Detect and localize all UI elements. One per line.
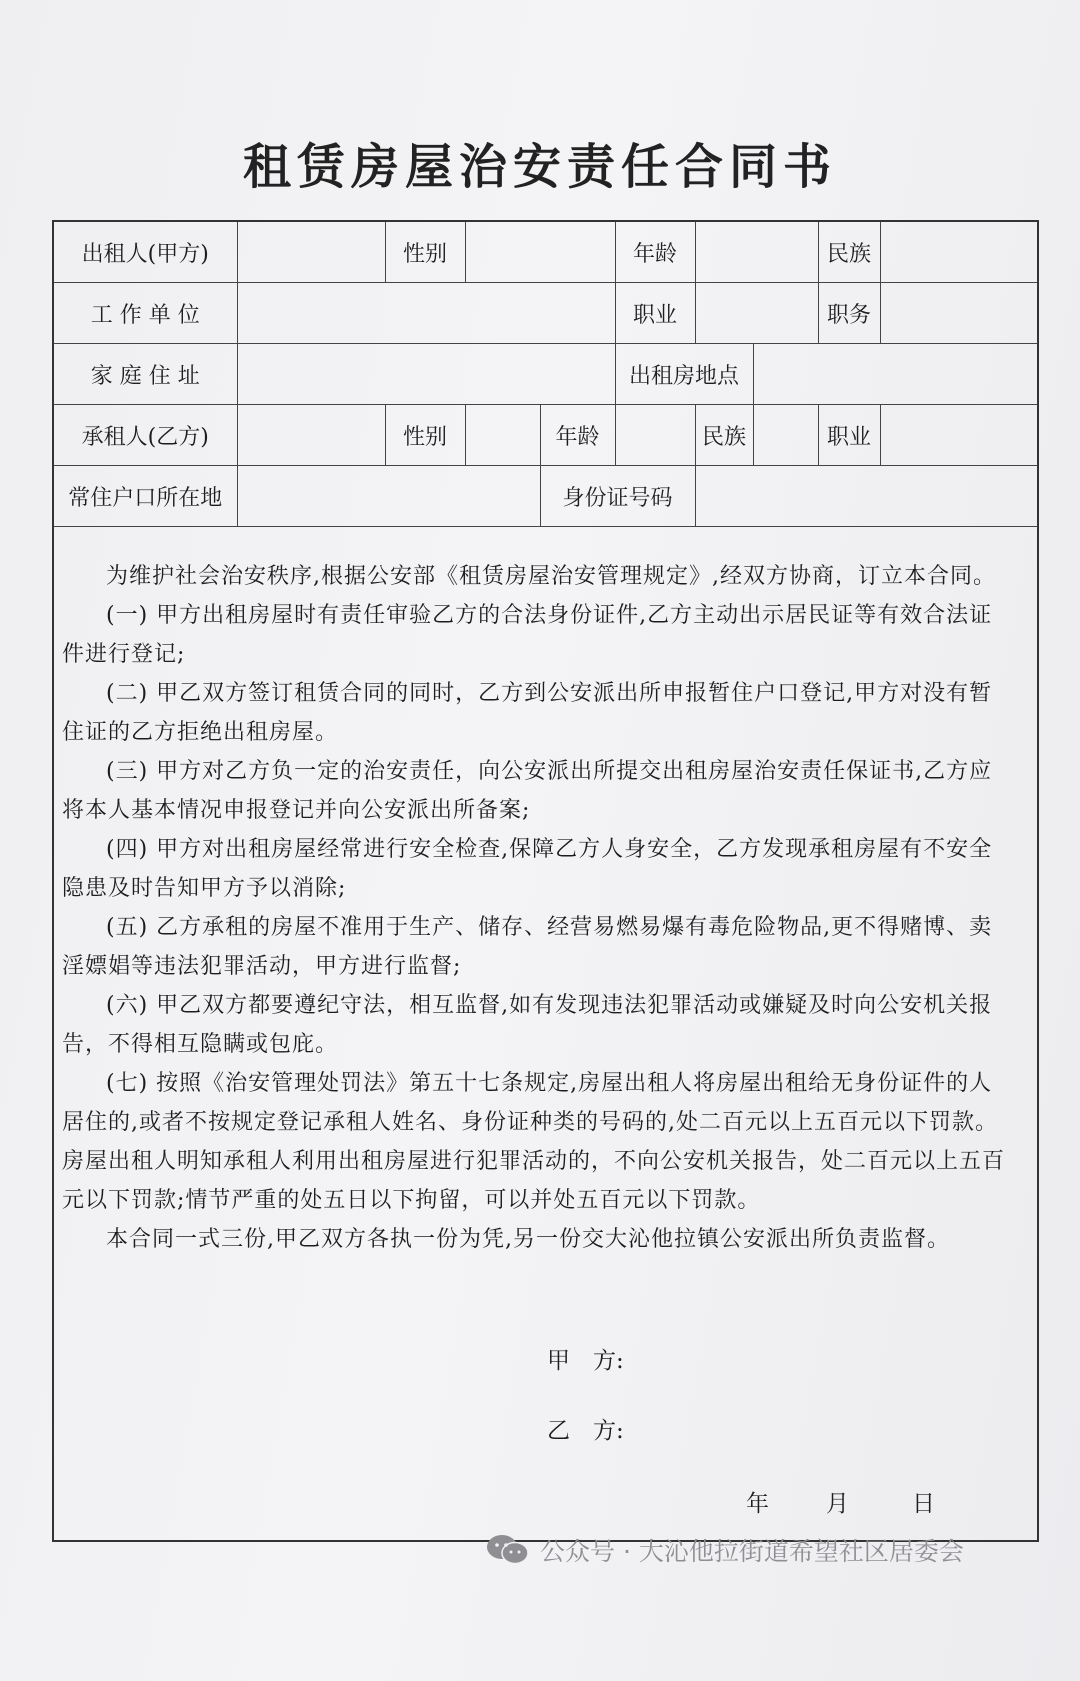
- field-position[interactable]: [880, 283, 1037, 344]
- table-row: [54, 405, 1037, 466]
- field-lessee-occupation[interactable]: [880, 405, 1037, 466]
- party-b-signature[interactable]: 乙 方:: [547, 1418, 624, 1444]
- label-lessor-ethnicity: 民族: [818, 222, 880, 283]
- contract-frame: [52, 220, 1039, 1542]
- label-occupation: 职业: [615, 283, 695, 344]
- field-rental-location[interactable]: [753, 344, 1037, 405]
- label-lessee-age: 年龄: [540, 405, 615, 466]
- clause-1: (一) 甲方出租房屋时有责任审验乙方的合法身份证件,乙方主动出示居民证等有效合法证件进行登记;: [62, 603, 993, 667]
- table-row: [54, 466, 1037, 527]
- field-home-address[interactable]: [237, 344, 615, 405]
- table-row: [54, 344, 1037, 405]
- field-lessee-ethnicity[interactable]: [753, 405, 818, 466]
- clause-2: (二) 甲乙双方签订租赁合同的同时，乙方到公安派出所申报暂住户口登记,甲方对没有暂住证的乙方拒绝出租房屋。: [62, 681, 993, 745]
- label-lessee: 承租人(乙方): [54, 405, 237, 466]
- party-a-signature[interactable]: 甲 方:: [547, 1348, 624, 1374]
- label-lessee-ethnicity: 民族: [695, 405, 753, 466]
- page-title: 租赁房屋治安责任合同书: [242, 139, 837, 195]
- field-lessor-ethnicity[interactable]: [880, 222, 1037, 283]
- clause-7: (七) 按照《治安管理处罚法》第五十七条规定,房屋出租人将房屋出租给无身份证件的人居住的,或者不按规定登记承租人姓名、身份证种类的号码的,处二百元以上五百元以下罚款。房屋出租人明知承租人利用出租房屋进行犯罪活动的，不向公安机关报告，处二百元以上五百元以下罚款;情节严重的处五日以下拘留，可以并处五百元以下罚款。: [62, 1071, 1006, 1213]
- info-table: [54, 222, 1037, 527]
- label-rental-location: 出租房地点: [615, 344, 753, 405]
- label-workplace: 工 作 单 位: [54, 283, 237, 344]
- field-lessor-gender[interactable]: [465, 222, 615, 283]
- watermark: [486, 1530, 964, 1570]
- field-workplace[interactable]: [237, 283, 615, 344]
- field-lessor-age[interactable]: [695, 222, 818, 283]
- label-lessee-occupation: 职业: [818, 405, 880, 466]
- field-lessee-age[interactable]: [615, 405, 695, 466]
- field-lessee[interactable]: [237, 405, 385, 466]
- date-year-label: 年: [746, 1491, 769, 1517]
- field-occupation[interactable]: [695, 283, 818, 344]
- label-residence: 常住户口所在地: [54, 466, 237, 527]
- intro-paragraph: 为维护社会治安秩序,根据公安部《租赁房屋治安管理规定》,经双方协商，订立本合同。: [106, 564, 996, 589]
- clause-4: (四) 甲方对出租房屋经常进行安全检查,保障乙方人身安全，乙方发现承租房屋有不安全隐患及时告知甲方予以消除;: [62, 837, 993, 901]
- field-lessee-gender[interactable]: [465, 405, 540, 466]
- field-lessor[interactable]: [237, 222, 385, 283]
- contract-body: [62, 557, 1012, 1259]
- label-id-number: 身份证号码: [540, 466, 695, 527]
- field-id-number[interactable]: [695, 466, 1037, 527]
- date-month-label: 月: [826, 1491, 849, 1517]
- clause-6: (六) 甲乙双方都要遵纪守法，相互监督,如有发现违法犯罪活动或嫌疑及时向公安机关报告，不得相互隐瞒或包庇。: [62, 993, 993, 1057]
- table-row: [54, 283, 1037, 344]
- date-day-label: 日: [912, 1491, 935, 1517]
- label-position: 职务: [818, 283, 880, 344]
- watermark-text: 公众号 · 大沁他拉街道希望社区居委会: [540, 1537, 964, 1566]
- clause-5: (五) 乙方承租的房屋不准用于生产、储存、经营易燃易爆有毒危险物品,更不得赌博、卖淫嫖娼等违法犯罪活动，甲方进行监督;: [62, 915, 993, 979]
- table-row: [54, 222, 1037, 283]
- closing-paragraph: 本合同一式三份,甲乙双方各执一份为凭,另一份交大沁他拉镇公安派出所负责监督。: [106, 1227, 950, 1252]
- label-lessee-gender: 性别: [385, 405, 465, 466]
- label-lessor-age: 年龄: [615, 222, 695, 283]
- label-home-address: 家 庭 住 址: [54, 344, 237, 405]
- wechat-icon: [486, 1534, 530, 1566]
- label-lessor-gender: 性别: [385, 222, 465, 283]
- clause-3: (三) 甲方对乙方负一定的治安责任，向公安派出所提交出租房屋治安责任保证书,乙方应将本人基本情况申报登记并向公安派出所备案;: [62, 759, 993, 823]
- label-lessor: 出租人(甲方): [54, 222, 237, 283]
- field-residence[interactable]: [237, 466, 540, 527]
